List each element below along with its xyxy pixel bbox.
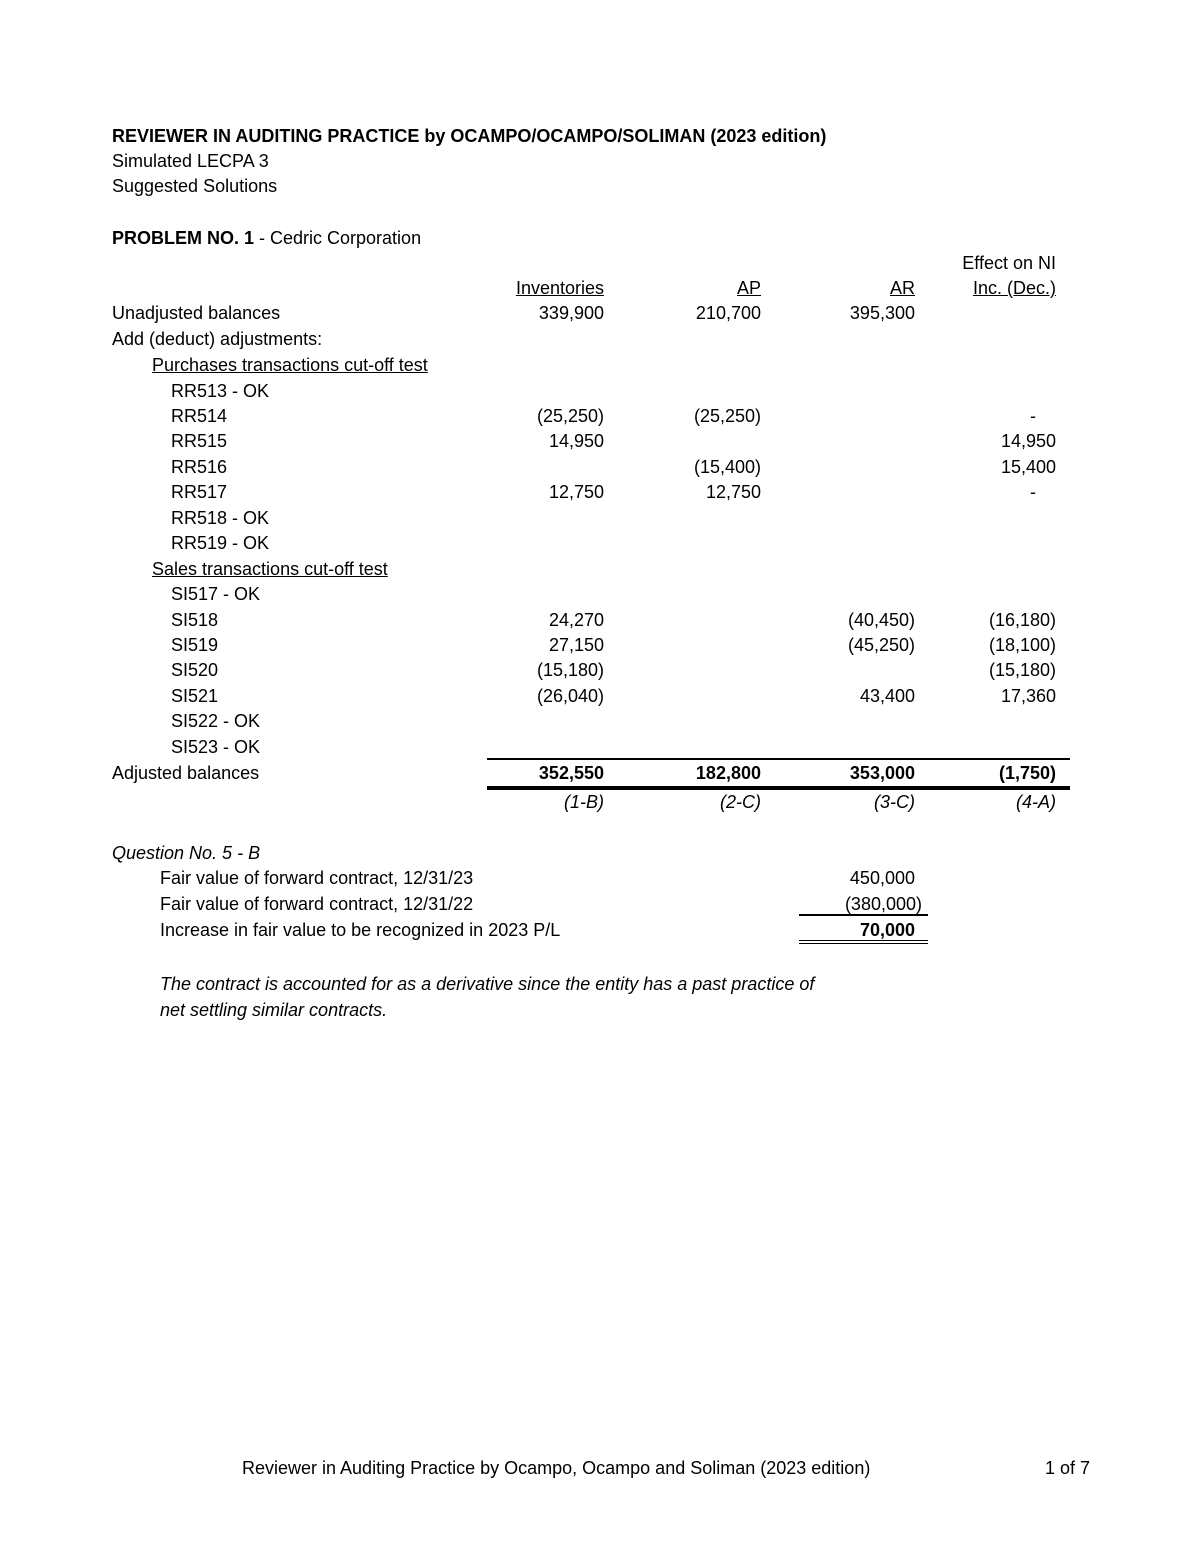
- row-inventories: 12,750: [548, 482, 604, 502]
- adjusted-label: Adjusted balances: [112, 763, 260, 783]
- header-effect-on-ni: Effect on NI: [962, 253, 1056, 273]
- row-ap: (15,400): [693, 457, 761, 477]
- row-ap: (25,250): [693, 406, 761, 426]
- row-ap: 12,750: [705, 482, 761, 502]
- note-line-2: net settling similar contracts.: [160, 1000, 388, 1020]
- row-ni: (18,100): [988, 635, 1056, 655]
- row-label: RR516: [171, 457, 228, 477]
- adjusted-ap: 182,800: [695, 763, 761, 783]
- sales-cutoff-label: Sales transactions cut-off test: [152, 559, 388, 579]
- document-title: REVIEWER IN AUDITING PRACTICE by OCAMPO/OCAMPO/SOLIMAN (2023 edition): [112, 126, 827, 146]
- unadjusted-ar: 395,300: [849, 303, 915, 323]
- row-label: SI517 - OK: [171, 584, 261, 604]
- row-label: SI518: [171, 610, 219, 630]
- row-ar: 43,400: [859, 686, 915, 706]
- total-bottom-rule: [487, 786, 1070, 790]
- increase-value: 70,000: [859, 920, 915, 940]
- row-ni: (16,180): [988, 610, 1056, 630]
- q5-double-rule-top: [799, 940, 928, 941]
- unadjusted-ap: 210,700: [695, 303, 761, 323]
- row-label: RR515: [171, 431, 228, 451]
- document-subtitle-2: Suggested Solutions: [112, 176, 278, 196]
- row-label: SI522 - OK: [171, 711, 261, 731]
- row-ar: (40,450): [847, 610, 915, 630]
- page-number: 1 of 7: [1044, 1458, 1090, 1478]
- row-inventories: 27,150: [548, 635, 604, 655]
- row-ni: -: [1030, 406, 1036, 426]
- row-ni: 17,360: [1000, 686, 1056, 706]
- answer-ni: (4-A): [1016, 792, 1056, 812]
- header-inventories: Inventories: [515, 278, 604, 298]
- row-label: RR514: [171, 406, 228, 426]
- adjusted-inventories: 352,550: [538, 763, 604, 783]
- adjusted-ar: 353,000: [849, 763, 915, 783]
- header-ar: AR: [889, 278, 915, 298]
- answer-inventories: (1-B): [564, 792, 604, 812]
- row-inventories: (25,250): [536, 406, 604, 426]
- unadjusted-inventories: 339,900: [538, 303, 604, 323]
- adjustments-label: Add (deduct) adjustments:: [112, 329, 323, 349]
- q5-subtotal-rule: [799, 914, 928, 916]
- unadjusted-label: Unadjusted balances: [112, 303, 281, 323]
- row-label: SI523 - OK: [171, 737, 261, 757]
- fv-2023-value: 450,000: [849, 868, 915, 888]
- problem-heading: [112, 227, 421, 249]
- answer-ap: (2-C): [720, 792, 761, 812]
- increase-label: Increase in fair value to be recognized in 2023 P/L: [160, 920, 561, 940]
- fv-2022-label: Fair value of forward contract, 12/31/22: [160, 894, 474, 914]
- row-label: RR517: [171, 482, 228, 502]
- header-inc-dec: Inc. (Dec.): [972, 278, 1056, 298]
- adjusted-ni: (1,750): [998, 763, 1056, 783]
- document-subtitle: Simulated LECPA 3: [112, 151, 269, 171]
- row-ni: 14,950: [1000, 431, 1056, 451]
- fv-2023-label: Fair value of forward contract, 12/31/23: [160, 868, 474, 888]
- note-line-1: The contract is accounted for as a derivative since the entity has a past practice of: [160, 974, 815, 994]
- row-inventories: (15,180): [536, 660, 604, 680]
- row-ni: (15,180): [988, 660, 1056, 680]
- row-ar: (45,250): [847, 635, 915, 655]
- answer-ar: (3-C): [874, 792, 915, 812]
- total-top-rule: [487, 758, 1070, 760]
- row-inventories: (26,040): [536, 686, 604, 706]
- problem-company: - Cedric Corporation: [254, 228, 422, 248]
- row-inventories: 14,950: [548, 431, 604, 451]
- q5-double-rule-bottom: [799, 943, 928, 944]
- row-label: SI521: [171, 686, 219, 706]
- row-ni: 15,400: [1000, 457, 1056, 477]
- row-label: SI520: [171, 660, 219, 680]
- row-label: SI519: [171, 635, 219, 655]
- question-5-heading: Question No. 5 - B: [112, 843, 261, 863]
- row-label: RR518 - OK: [171, 508, 270, 528]
- row-inventories: 24,270: [548, 610, 604, 630]
- problem-number: PROBLEM NO. 1: [112, 228, 255, 248]
- fv-2022-value: (380,000): [844, 894, 922, 914]
- row-ni: -: [1030, 482, 1036, 502]
- row-label: RR519 - OK: [171, 533, 270, 553]
- purchases-cutoff-label: Purchases transactions cut-off test: [152, 355, 428, 375]
- header-ap: AP: [736, 278, 761, 298]
- row-label: RR513 - OK: [171, 381, 270, 401]
- footer-text: Reviewer in Auditing Practice by Ocampo, Ocampo and Soliman (2023 edition): [242, 1458, 871, 1478]
